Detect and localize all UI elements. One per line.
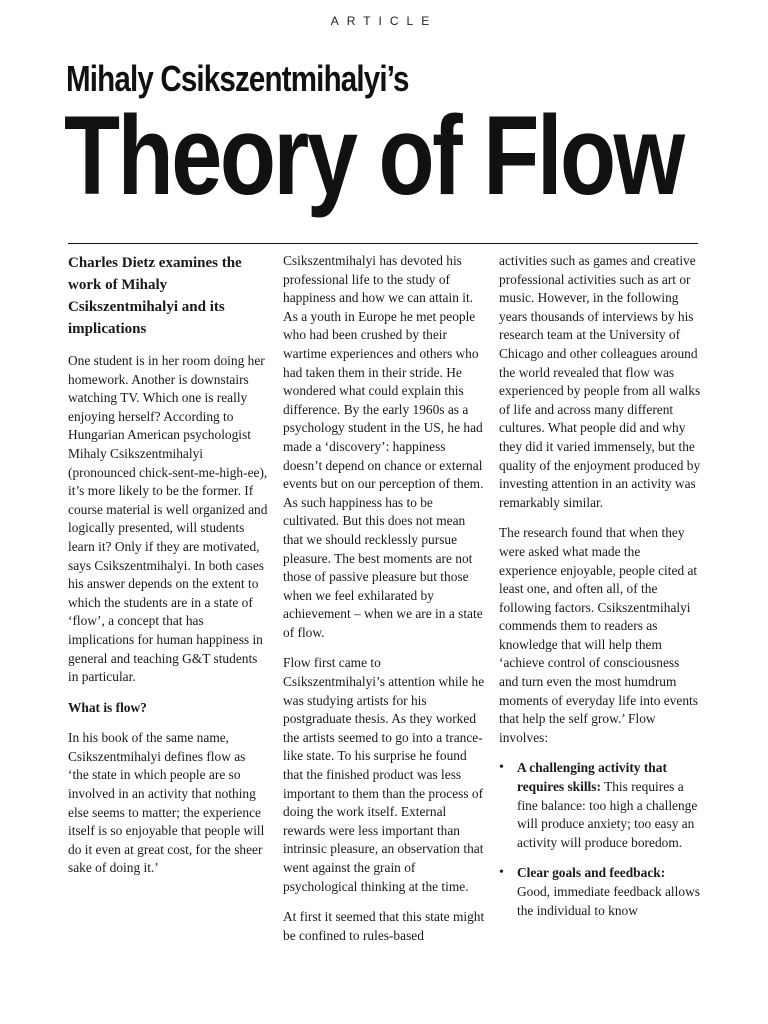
article-headline: Theory of Flow — [64, 93, 683, 218]
subhead-what-is-flow: What is flow? — [68, 699, 147, 715]
list-item — [499, 864, 701, 920]
body-paragraph: activities such as games and creative professional activities such as art or music. However, in the following years thousands of interviews by his research team at the University of Chicago and other colleagues around the world revealed that flow was experienced by people from all walks of life and across many different cultures. What people did and why they did it varied immensely, but the quality of the enjoyment produced by investing attention in an activity was remarkably similar. — [499, 253, 701, 510]
column-2 — [283, 252, 485, 957]
list-item-title: Clear goals and feedback: — [517, 865, 666, 881]
flow-factors-list — [499, 759, 701, 920]
section-label: ARTICLE — [330, 14, 438, 28]
list-item — [499, 759, 701, 852]
standfirst: Charles Dietz examines the work of Mihaly Csikszentmihalyi and its implications — [68, 255, 242, 337]
list-item-text: This requires a fine balance: too high a challenge will produce anxiety; too easy an activity will produce boredom. — [517, 779, 698, 850]
title-rule — [68, 243, 698, 244]
body-paragraph: At first it seemed that this state might be confined to rules-based — [283, 909, 485, 943]
article-kicker: Mihaly Csikszentmihalyi’s — [66, 58, 409, 99]
list-item-title: A challenging activity that requires skills: — [517, 760, 667, 795]
body-paragraph: The research found that when they were asked what made the experience enjoyable, people cited at least one, and often all, of the following factors. Csikszentmihalyi commends them to readers as knowledge that will help them ‘achieve control of consciousness and turn even the most humdrum moments of everyday life into events that help the self grow.’ Flow involves: — [499, 525, 698, 745]
definition-paragraph: In his book of the same name, Csikszentmihalyi defines flow as ‘the state in which people are so involved in an activity that nothing else seems to matter; the experience itself is so enjoyable that people will do it even at great cost, for the sheer sake of doing it.’ — [68, 730, 265, 876]
body-paragraph: Flow first came to Csikszentmihalyi’s attention while he was studying artists for his postgraduate thesis. As they worked the artists seemed to go into a trance-like state. To his surprise he found that the finished product was less important to them than the process of doing the work itself. External rewards were less important than intrinsic pleasure, an observation that went against the grain of psychological thinking at the time. — [283, 655, 485, 894]
list-item-text: Good, immediate feedback allows the individual to know — [517, 884, 700, 918]
column-1 — [68, 252, 268, 890]
intro-paragraph: One student is in her room doing her homework. Another is downstairs watching TV. Which one is really enjoying herself? According to Hungarian American psychologist Mihaly Csikszentmihalyi (pronounced chick-sent-me-high-ee), it’s more likely to be the former. If course material is well organized and logically presented, will students learn it? Only if they are motivated, says Csikszentmihalyi. In both cases his answer depends on the extent to which the students are in a state of ‘flow’, a concept that has implications for human happiness in general and teaching G&T students in particular. — [68, 353, 268, 685]
body-paragraph: Csikszentmihalyi has devoted his professional life to the study of happiness and how we can attain it. As a youth in Europe he met people who had been crushed by their wartime experiences and others who had taken them in their stride. He wondered what could explain this difference. By the early 1960s as a psychology student in the US, he had made a ‘discovery’: happiness doesn’t depend on chance or external events but on our perception of them. As such happiness has to be cultivated. But this does not mean that we should recklessly pursue pleasure. The best moments are not those of passive pleasure but those when we feel exhilarated by achievement – when we are in a state of flow. — [283, 253, 484, 640]
column-3 — [499, 252, 701, 932]
